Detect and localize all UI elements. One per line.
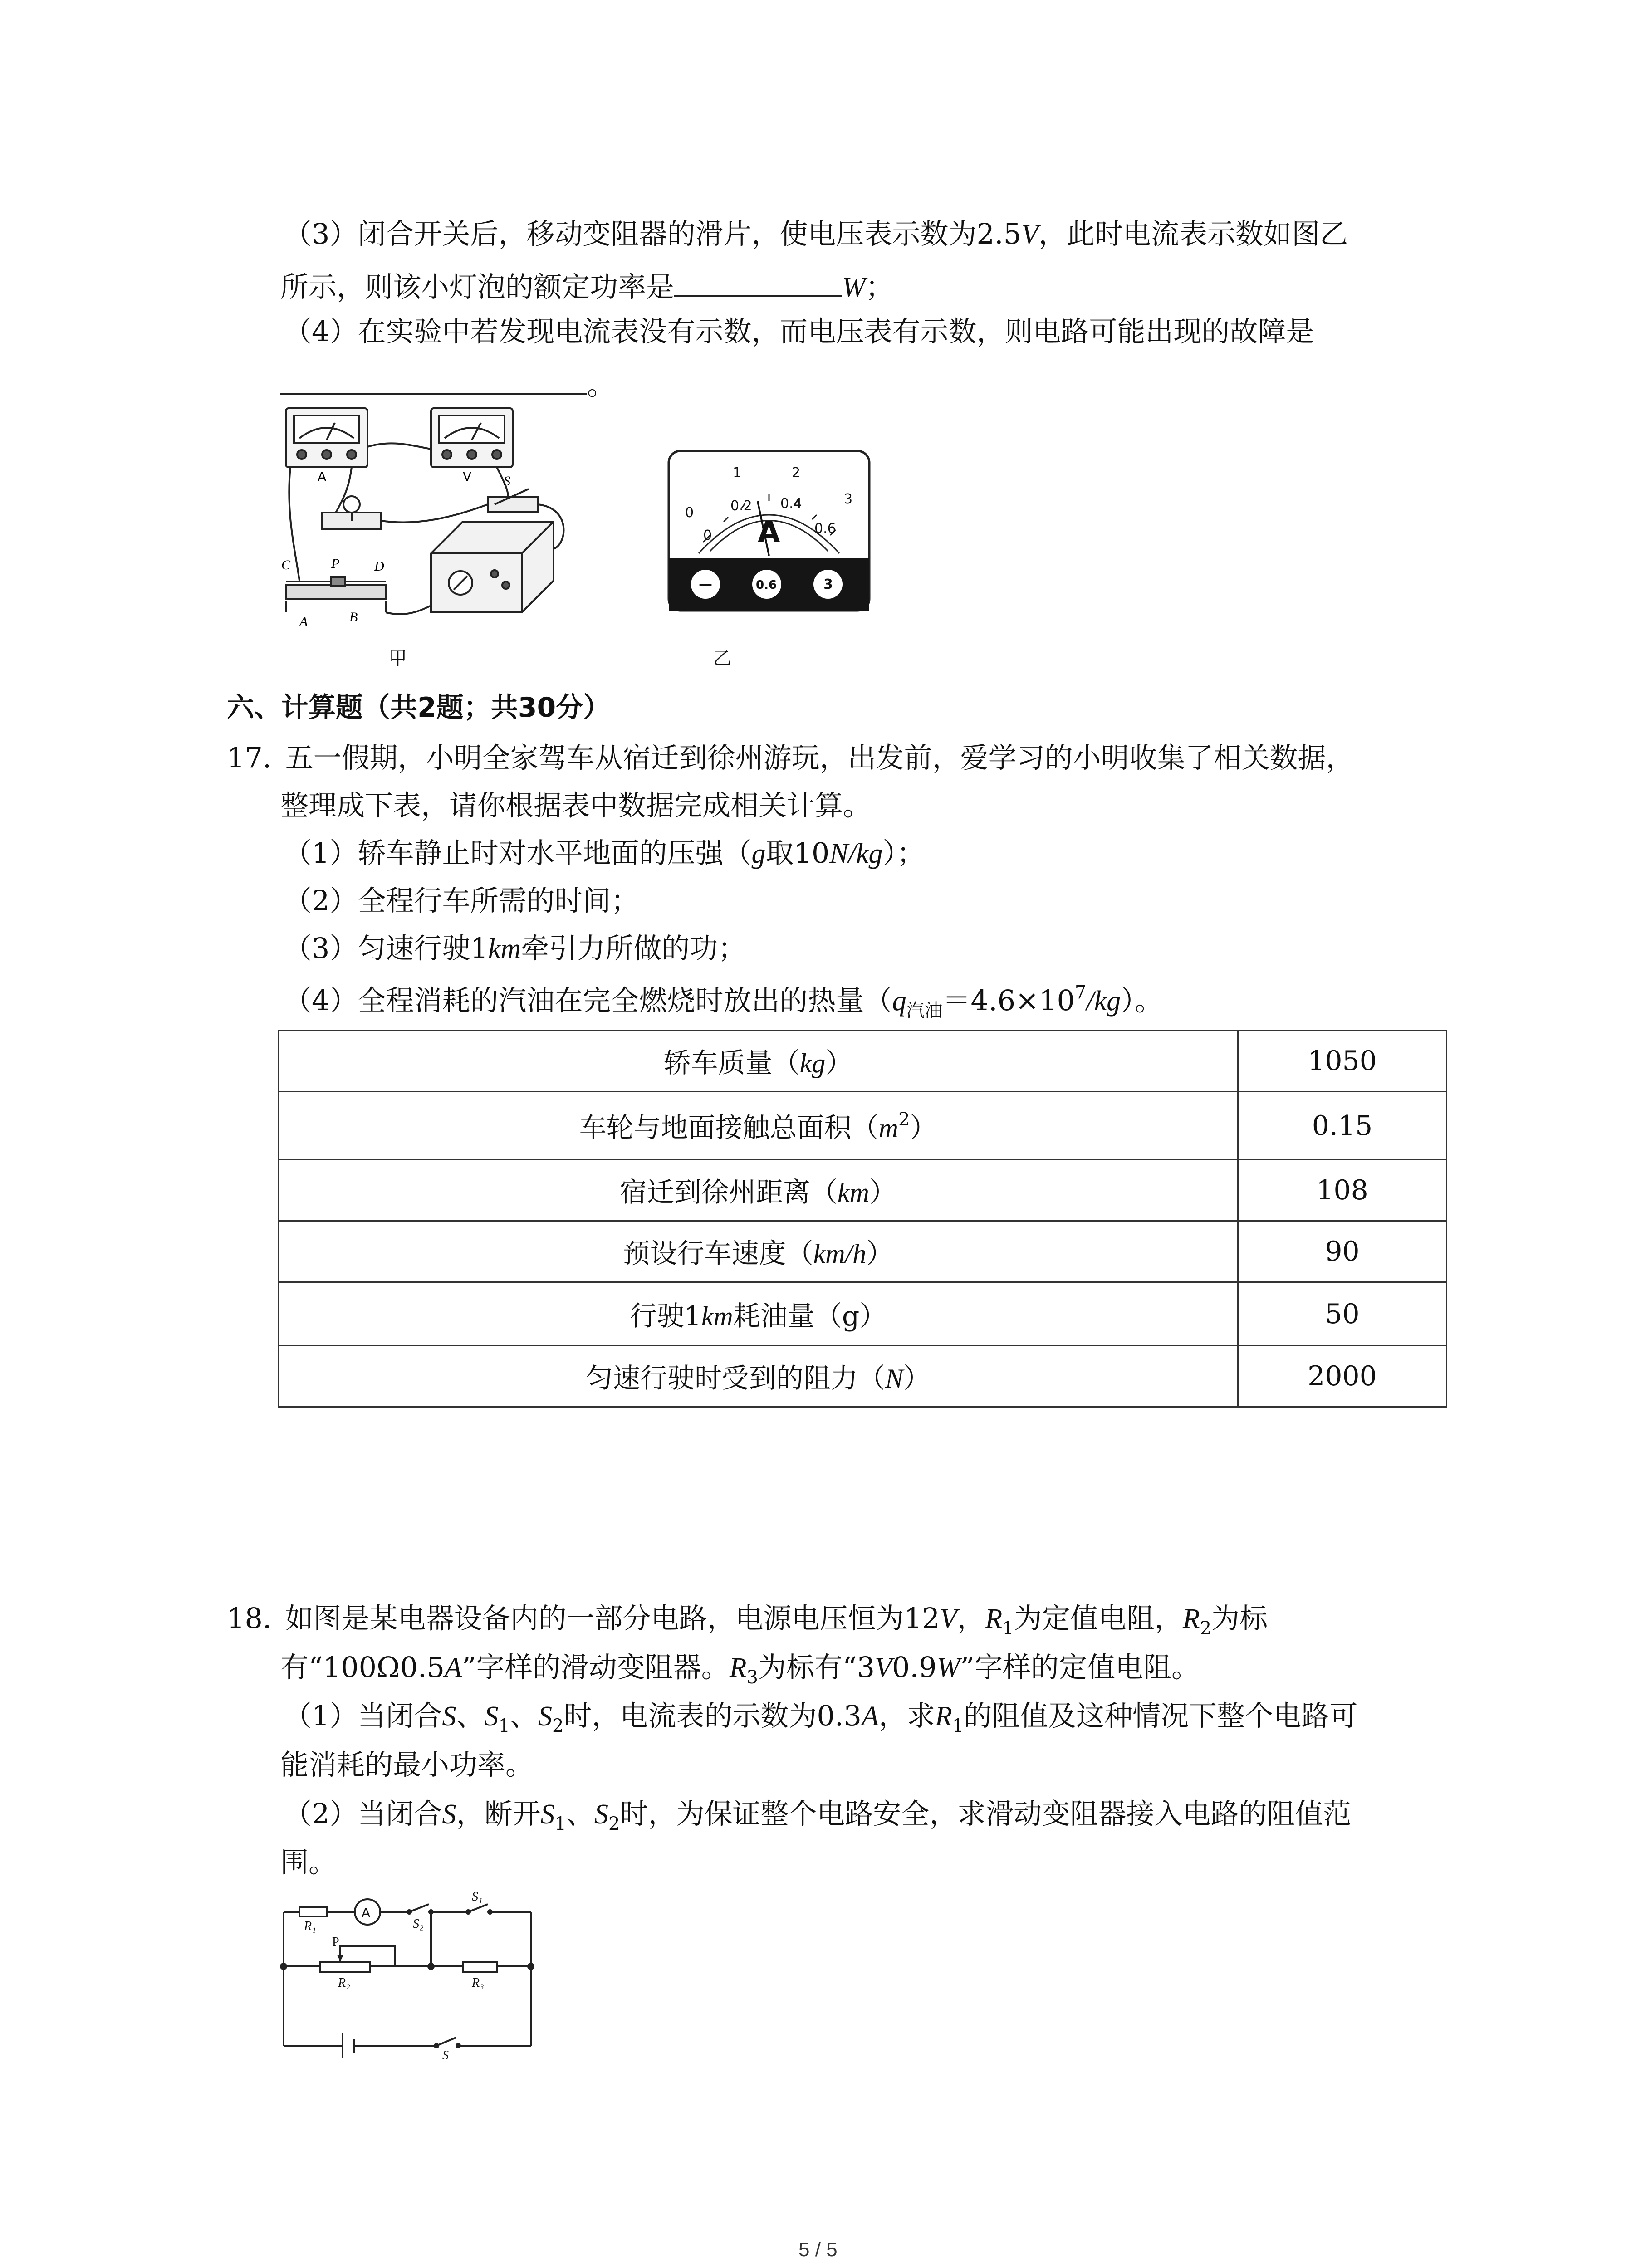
q18-circuit-diagram <box>277 1892 540 2059</box>
q16-part4-line1: （4）在实验中若发现电流表没有示数，而电压表有示数，则电路可能出现的故障是 <box>284 315 1314 348</box>
q17-sub2: （2）全程行车所需的时间； <box>284 884 639 917</box>
table-cell-value: 0.15 <box>1238 1092 1447 1160</box>
meter-v-label: V <box>463 469 472 484</box>
figure-jia-caption: 甲 <box>389 648 407 669</box>
ammeter-device <box>286 408 367 467</box>
q18-sub2-line1: （2）当闭合S，断开$S_1$、$S_2$时，为保证整个电路安全，求滑动变阻器接入电路的阻值范 <box>284 1797 1352 1834</box>
power-supply <box>431 522 554 612</box>
switch-s2 <box>409 1904 429 1912</box>
terminal-3: 3 <box>823 577 833 592</box>
ammeter-unit: A <box>758 516 780 549</box>
table-row <box>279 1221 1447 1282</box>
label-c: C <box>281 557 291 572</box>
scale-bottom-0: 0 <box>703 528 712 543</box>
table-cell-value: 108 <box>1238 1160 1447 1221</box>
knife-switch <box>488 489 538 512</box>
label-p: P <box>331 556 340 571</box>
table-row <box>279 1346 1447 1407</box>
q18-sub1-line2: 能消耗的最小功率。 <box>280 1748 534 1781</box>
table-cell-value: 90 <box>1238 1221 1447 1282</box>
label-b: B <box>349 610 358 625</box>
label-ammeter: A <box>362 1905 371 1920</box>
scale-top-0: 0 <box>685 505 694 521</box>
figure-yi-caption: 乙 <box>713 648 731 669</box>
label-s1: S₁ <box>472 1892 483 1904</box>
table-cell-label: 匀速行驶时受到的阻力（N） <box>279 1346 1238 1407</box>
table-cell-label: 车轮与地面接触总面积$(m^2)$ <box>279 1092 1238 1160</box>
voltmeter-device <box>431 408 513 467</box>
q16-part4-line2: 。 <box>280 367 615 399</box>
table-cell-label: 行驶1km耗油量（g） <box>279 1282 1238 1346</box>
table-cell-label: 轿车质量（kg） <box>279 1031 1238 1092</box>
answer-blank-power[interactable] <box>674 269 842 297</box>
label-s2: S₂ <box>413 1917 424 1931</box>
figure-yi-ammeter <box>667 449 871 612</box>
table-cell-label: 预设行车速度（km/h） <box>279 1221 1238 1282</box>
scale-bottom-3: 0.6 <box>814 521 836 537</box>
section-title: 六、计算题（共2题；共30分） <box>227 692 611 723</box>
q17-sub3: （3）匀速行驶1km牵引力所做的功； <box>284 932 746 965</box>
table-cell-value: 2000 <box>1238 1346 1447 1407</box>
table-cell-value: 50 <box>1238 1282 1447 1346</box>
answer-blank-fault[interactable] <box>280 367 587 395</box>
q16-part3-line1: （3）闭合开关后，移动变阻器的滑片，使电压表示数为2.5V，此时电流表示数如图乙 <box>284 217 1348 250</box>
label-r1: R₁ <box>304 1919 316 1933</box>
q18-line2: 有“100Ω0.5A”字样的滑动变阻器。$R_3$为标有“3V0.9W”字样的定值电阻。 <box>280 1651 1200 1688</box>
label-p: P <box>332 1935 339 1949</box>
q18-sub1-line1: （1）当闭合S、$S_1$、$S_2$时，电流表的示数为0.3A，求$R_1$的阻值及这种情况下整个电路可 <box>284 1699 1358 1736</box>
rheostat-r2 <box>320 1962 370 1972</box>
scale-bottom-1: 0.2 <box>730 498 752 514</box>
switch-s1 <box>468 1904 488 1912</box>
scale-top-3: 3 <box>844 491 853 507</box>
switch-label: S <box>504 474 510 489</box>
switch-s <box>436 2038 456 2046</box>
table-cell-value: 1050 <box>1238 1031 1447 1092</box>
meter-a-label: A <box>318 469 327 484</box>
q18-sub2-line2: 围。 <box>280 1846 337 1879</box>
scale-top-1: 1 <box>733 465 742 481</box>
scale-bottom-2: 0.4 <box>780 496 802 512</box>
resistor-r1 <box>299 1907 327 1916</box>
table-row <box>279 1031 1447 1092</box>
label-r3: R₃ <box>472 1976 484 1990</box>
q16-part3-line2: 所示，则该小灯泡的额定功率是 W； <box>280 270 894 303</box>
label-s: S <box>442 2048 449 2059</box>
terminal-neg: — <box>699 577 712 592</box>
q17-line1: 17. 五一假期，小明全家驾车从宿迁到徐州游玩，出发前，爱学习的小明收集了相关数据， <box>227 741 1354 774</box>
label-d: D <box>374 559 384 574</box>
sliding-rheostat <box>286 577 386 612</box>
resistor-r3 <box>463 1962 497 1972</box>
figure-jia-apparatus <box>281 399 590 644</box>
label-a: A <box>299 614 308 629</box>
label-r2: R₂ <box>338 1976 350 1990</box>
q17-line2: 整理成下表，请你根据表中数据完成相关计算。 <box>280 789 872 822</box>
scale-top-2: 2 <box>792 465 801 481</box>
q18-line1: 18. 如图是某电器设备内的一部分电路，电源电压恒为12V，$R_1$为定值电阻，$R_2$为标 <box>227 1602 1268 1639</box>
page-number: 5 / 5 <box>798 2239 838 2261</box>
lamp-holder <box>322 496 381 529</box>
table-row <box>279 1160 1447 1221</box>
table-cell-label: 宿迁到徐州距离（km） <box>279 1160 1238 1221</box>
q17-sub1: （1）轿车静止时对水平地面的压强（g取10N/kg）； <box>284 836 925 870</box>
terminal-06: 0.6 <box>756 578 777 592</box>
table-row <box>279 1282 1447 1346</box>
table-row <box>279 1092 1447 1160</box>
q17-sub4: （4）全程消耗的汽油在完全燃烧时放出的热量$(q_{汽油}=4.6\times 10^7/kg)$。 <box>284 982 1163 1021</box>
q17-data-table <box>278 1030 1447 1408</box>
